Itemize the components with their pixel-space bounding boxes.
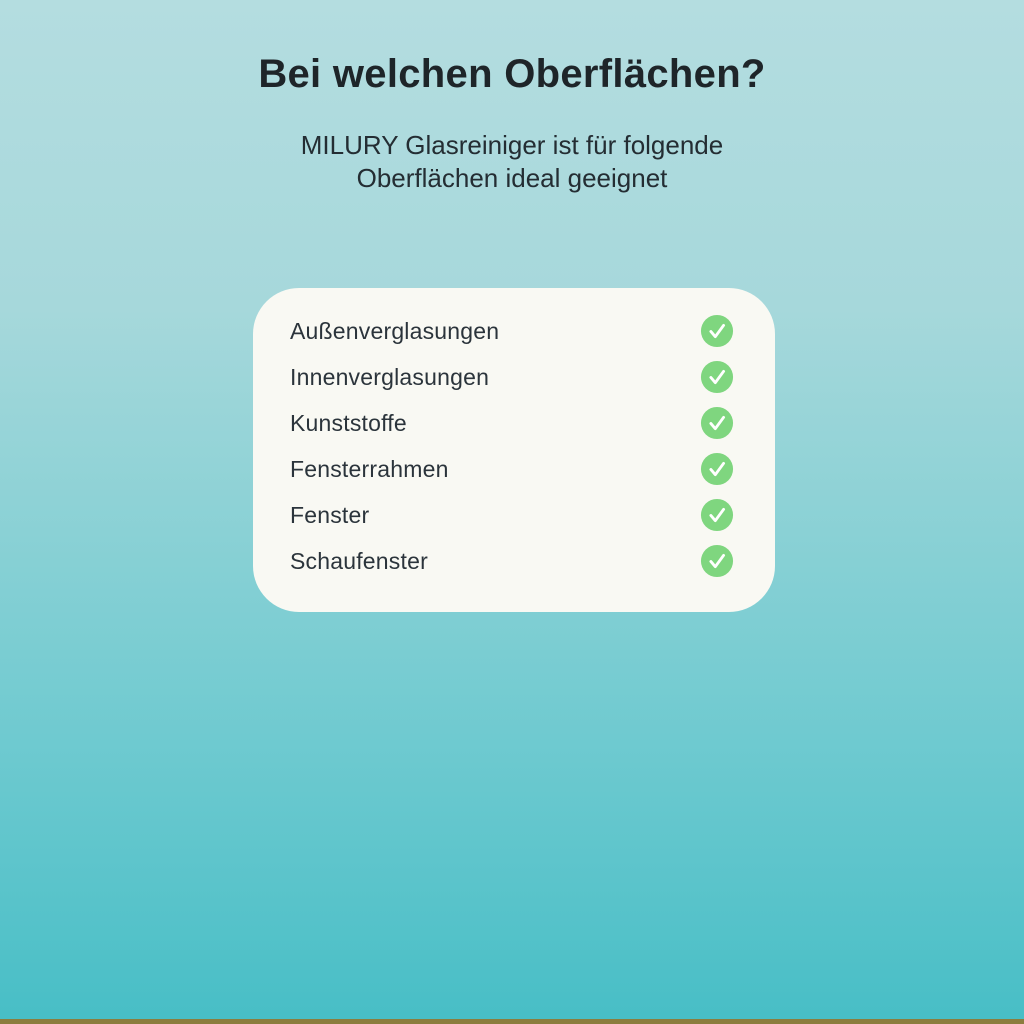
check-icon: [700, 452, 734, 486]
surfaces-card: [253, 288, 775, 612]
check-icon: [700, 498, 734, 532]
list-item: [290, 446, 734, 492]
check-icon: [700, 544, 734, 578]
surface-label: Außenverglasungen: [290, 317, 500, 344]
subtitle-line-1: MILURY Glasreiniger ist für folgende: [300, 130, 724, 160]
list-item: [290, 538, 734, 584]
check-icon: [700, 314, 734, 348]
surface-label: Fenster: [290, 501, 370, 528]
list-item: [290, 492, 734, 538]
page-title: Bei welchen Oberflächen?: [258, 52, 766, 96]
surface-label: Schaufenster: [290, 547, 428, 574]
list-item: [290, 400, 734, 446]
subtitle-line-2: Oberflächen ideal geeignet: [356, 163, 668, 193]
list-item: [290, 308, 734, 354]
surface-label: Kunststoffe: [290, 409, 407, 436]
list-item: [290, 354, 734, 400]
bottom-edge-strip: [0, 1019, 1024, 1024]
surface-label: Innenverglasungen: [290, 363, 490, 390]
header: [0, 0, 1024, 195]
check-icon: [700, 360, 734, 394]
check-icon: [700, 406, 734, 440]
page-subtitle: [232, 129, 792, 195]
surface-label: Fensterrahmen: [290, 455, 449, 482]
